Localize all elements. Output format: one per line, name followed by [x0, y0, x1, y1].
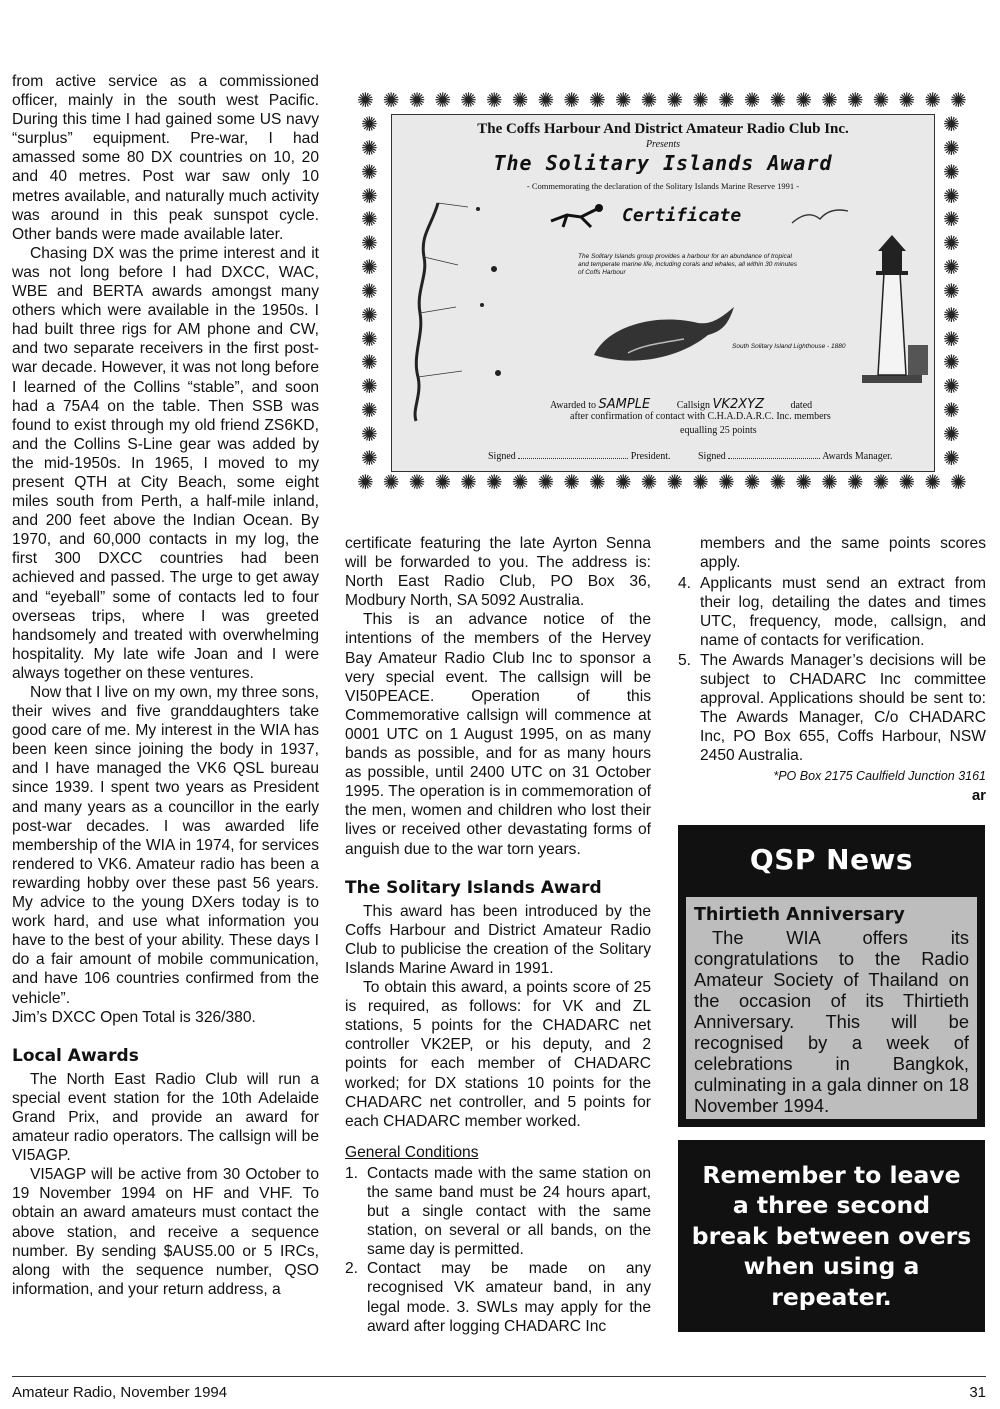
column-left [12, 72, 319, 1299]
rosette-border-left: ✺ ✺ ✺ ✺ ✺ ✺ ✺ ✺ ✺ ✺ ✺ ✺ ✺ ✺ ✺ [361, 114, 378, 470]
body-paragraph: This is an advance notice of the intentions of the members of the Hervey Bay Amateur Radio Club Inc to sponsor a very special event. The callsign will be VI50PEACE. Operation of this Commemorative callsign will commence at 0001 UTC on 1 August 1995, on as many bands as possible, and for as many hours as possible, until 2400 UTC on 31 October 1995. The operation is in commemoration of the men, women and children who lost their lives or received other devastating forms of anguish due to the war torn years. [345, 611, 651, 858]
list-item: 5. The Awards Manager’s decisions will be subject to CHADARC Inc committee approval. Applications should be sent to: The Awards Manager, C/o CHADARC Inc, PO Box 655, Coffs Harbour, NSW 2450 Australia. [678, 651, 986, 765]
certificate-award-name: The Solitary Islands Award [493, 151, 833, 175]
body-paragraph: The North East Radio Club will run a special event station for the 10th Adelaide Grand Prix, and provide an award for amateur radio operators. The callsign will be VI5AGP. [12, 1070, 319, 1165]
qsp-news-panel [686, 897, 977, 1119]
signed-label: Signed [488, 451, 516, 462]
rosette-border-bottom: ✺ ✺ ✺ ✺ ✺ ✺ ✺ ✺ ✺ ✺ ✺ ✺ ✺ ✺ ✺ ✺ ✺ ✺ ✺ ✺ ✺ ✺ ✺ ✺ [357, 472, 967, 494]
qsp-news-box [678, 825, 985, 1127]
callsign-value: VK2XYZ [712, 397, 764, 412]
list-item: 2. Contact may be made on any recognised VK amateur band, in any legal mode. 3. SWLs may apply for the award after logging CHADARC Inc [345, 1260, 651, 1335]
end-mark: ar [971, 787, 986, 805]
body-paragraph: members and the same points scores apply. [700, 535, 986, 572]
conditions-list [678, 574, 986, 765]
awarded-to-row [550, 397, 812, 412]
certificate-blurb: The Solitary Islands group provides a harbour for an abundance of tropical and temperate marine life, including corals and whales, all within 30 minutes of Coffs Harbour [578, 253, 797, 276]
certificate-panel [391, 114, 935, 472]
awarded-to-label: Awarded to [550, 400, 597, 411]
section-heading-local-awards: Local Awards [12, 1045, 139, 1066]
page-number: 31 [969, 1384, 986, 1401]
body-paragraph: Jim’s DXCC Open Total is 326/380. [12, 1008, 256, 1026]
section-heading-solitary-islands: The Solitary Islands Award [345, 877, 602, 898]
repeater-reminder-box [678, 1140, 985, 1332]
signed-label: Signed [698, 451, 726, 462]
body-paragraph: VI5AGP will be active from 30 October to 19 November 1994 on HF and VHF. To obtain an award amateurs must contact the above station, and receive a sequence number. By sending $AUS5.00 or 5 IRCs, along with the sequence number, QSO information, and your return address, a [12, 1166, 319, 1298]
footer-publication: Amateur Radio, November 1994 [12, 1384, 228, 1401]
conditions-list [345, 1164, 651, 1336]
body-paragraph: Now that I live on my own, my three sons, their wives and five granddaughters take good care of me. My interest in the WIA has been keen since joining the body in 1937, and I have managed the VK6 QSL bureau since 1939. I spent two years as President and many years as a councillor in the early post-war decades. I was awarded life membership of the WIA in 1974, for services rendered to VK6. Amateur radio has been a rewarding hobby over these past 56 years. My advice to the young DXers today is to work hard, and use what information you have to the best of your ability. These days I do a fair amount of mobile communication, and have 106 countries confirmed from the vehicle”. [12, 684, 319, 1007]
qsp-news-heading: Thirtieth Anniversary [694, 905, 905, 925]
lighthouse-icon [852, 225, 932, 385]
repeater-reminder-text: Remember to leave a three second break between overs when using a repeater. [691, 1160, 972, 1311]
lighthouse-caption: South Solitary Island Lighthouse - 1880 [732, 343, 846, 350]
general-conditions-heading: General Conditions [345, 1143, 479, 1161]
column-middle [345, 534, 651, 1336]
qsp-news-body: The WIA offers its congratulations to the Radio Amateur Society of Thailand on the occasion of its Thirtieth Anniversary. This will be recognised by a week of celebrations in Bangkok, culminating in a gala dinner on 18 November 1994. [694, 927, 969, 1116]
dated-label: dated [790, 400, 813, 411]
whale-icon [588, 295, 738, 375]
certificate-club-name: The Coffs Harbour And District Amateur Radio Club Inc. [477, 121, 849, 137]
certificate-word: Certificate [622, 205, 742, 226]
list-item: 1. Contacts made with the same station on the same band must be 24 hours apart, but a single contact with the same station, on several or all bands, on the same day is permitted. [345, 1164, 651, 1259]
president-label: President. [630, 451, 671, 462]
body-paragraph: from active service as a commissioned officer, mainly in the south west Pacific. During this time I had gained some US navy “surplus” equipment. Pre-war, I had amassed some 80 DX countries on 10, 20 and 40 metres. Post war saw only 10 metres available, and naturally much activity was around in this peak sunspot cycle. Other bands were made available later. [12, 73, 319, 243]
certificate-image [357, 88, 967, 498]
list-item: 4. Applicants must send an extract from their log, detailing the dates and times UTC, frequency, mode, callsign, and name of contacts for verification. [678, 575, 986, 650]
column-right [678, 534, 986, 805]
certificate-commemorating: - Commemorating the declaration of the Solitary Islands Marine Reserve 1991 - [526, 181, 800, 191]
bird-icon [790, 205, 850, 229]
equalling-line: equalling 25 points [680, 425, 757, 436]
signed-president-row [488, 451, 671, 462]
rosette-border-right: ✺ ✺ ✺ ✺ ✺ ✺ ✺ ✺ ✺ ✺ ✺ ✺ ✺ ✺ ✺ [943, 114, 960, 470]
body-paragraph: This award has been introduced by the Coffs Harbour and District Amateur Radio Club to publicise the creation of the Solitary Islands Marine Award in 1991. [345, 902, 651, 977]
awarded-to-value: SAMPLE [598, 397, 651, 412]
callsign-label: Callsign [676, 400, 711, 411]
coastline-map-icon [398, 195, 518, 425]
body-paragraph: To obtain this award, a points score of 25 is required, as follows: for VK and ZL stations, 5 points for the CHADARC net controller VK2EP, or his deputy, and 2 points for each member of CHADARC worked; for DX stations 10 points for the CHADARC net controller, and 5 points for each CHADARC member worked. [345, 979, 651, 1130]
footer-rule [12, 1376, 986, 1377]
certificate-presents: Presents [645, 139, 681, 150]
awards-manager-label: Awards Manager. [822, 451, 893, 462]
signed-manager-row [698, 451, 892, 462]
diver-icon [547, 201, 607, 231]
confirmation-line: after confirmation of contact with C.H.A.D.A.R.C. Inc. members [570, 411, 831, 422]
body-paragraph: certificate featuring the late Ayrton Senna will be forwarded to you. The address is: North East Radio Club, PO Box 36, Modbury North, SA 5092 Australia. [345, 535, 651, 610]
qsp-news-banner: QSP News [749, 842, 914, 876]
rosette-border-top: ✺ ✺ ✺ ✺ ✺ ✺ ✺ ✺ ✺ ✺ ✺ ✺ ✺ ✺ ✺ ✺ ✺ ✺ ✺ ✺ ✺ ✺ ✺ ✺ [357, 90, 967, 112]
body-paragraph: Chasing DX was the prime interest and it was not long before I had DXCC, WAC, WBE and BERTA awards amongst many others which were available in the 1950s. I had built three rigs for AM phone and CW, and two separate receivers in the first post-war decade. However, it was not long before I learned of the Collins “stable”, and soon had a 75A4 on the table. Then SSB was found to exist through my old friend ZS6KD, and the Collins S-Line gear was added by the mid-1950s. In 1965, I moved to my present QTH at City Beach, some eight miles south from Perth, a half-mile inland, and 200 feet above the Indian Ocean. By 1970, and 60,000 contacts in my log, the first 300 DXCC countries had been achieved and passed. The urge to get away and “eyeball” some of contacts led to four overseas trips, where I was greeted handsomely and treated with overwhelming hospitality. My late wife Joan and I were always together on these ventures. [12, 244, 319, 682]
author-footnote: *PO Box 2175 Caulfield Junction 3161 [773, 769, 986, 784]
